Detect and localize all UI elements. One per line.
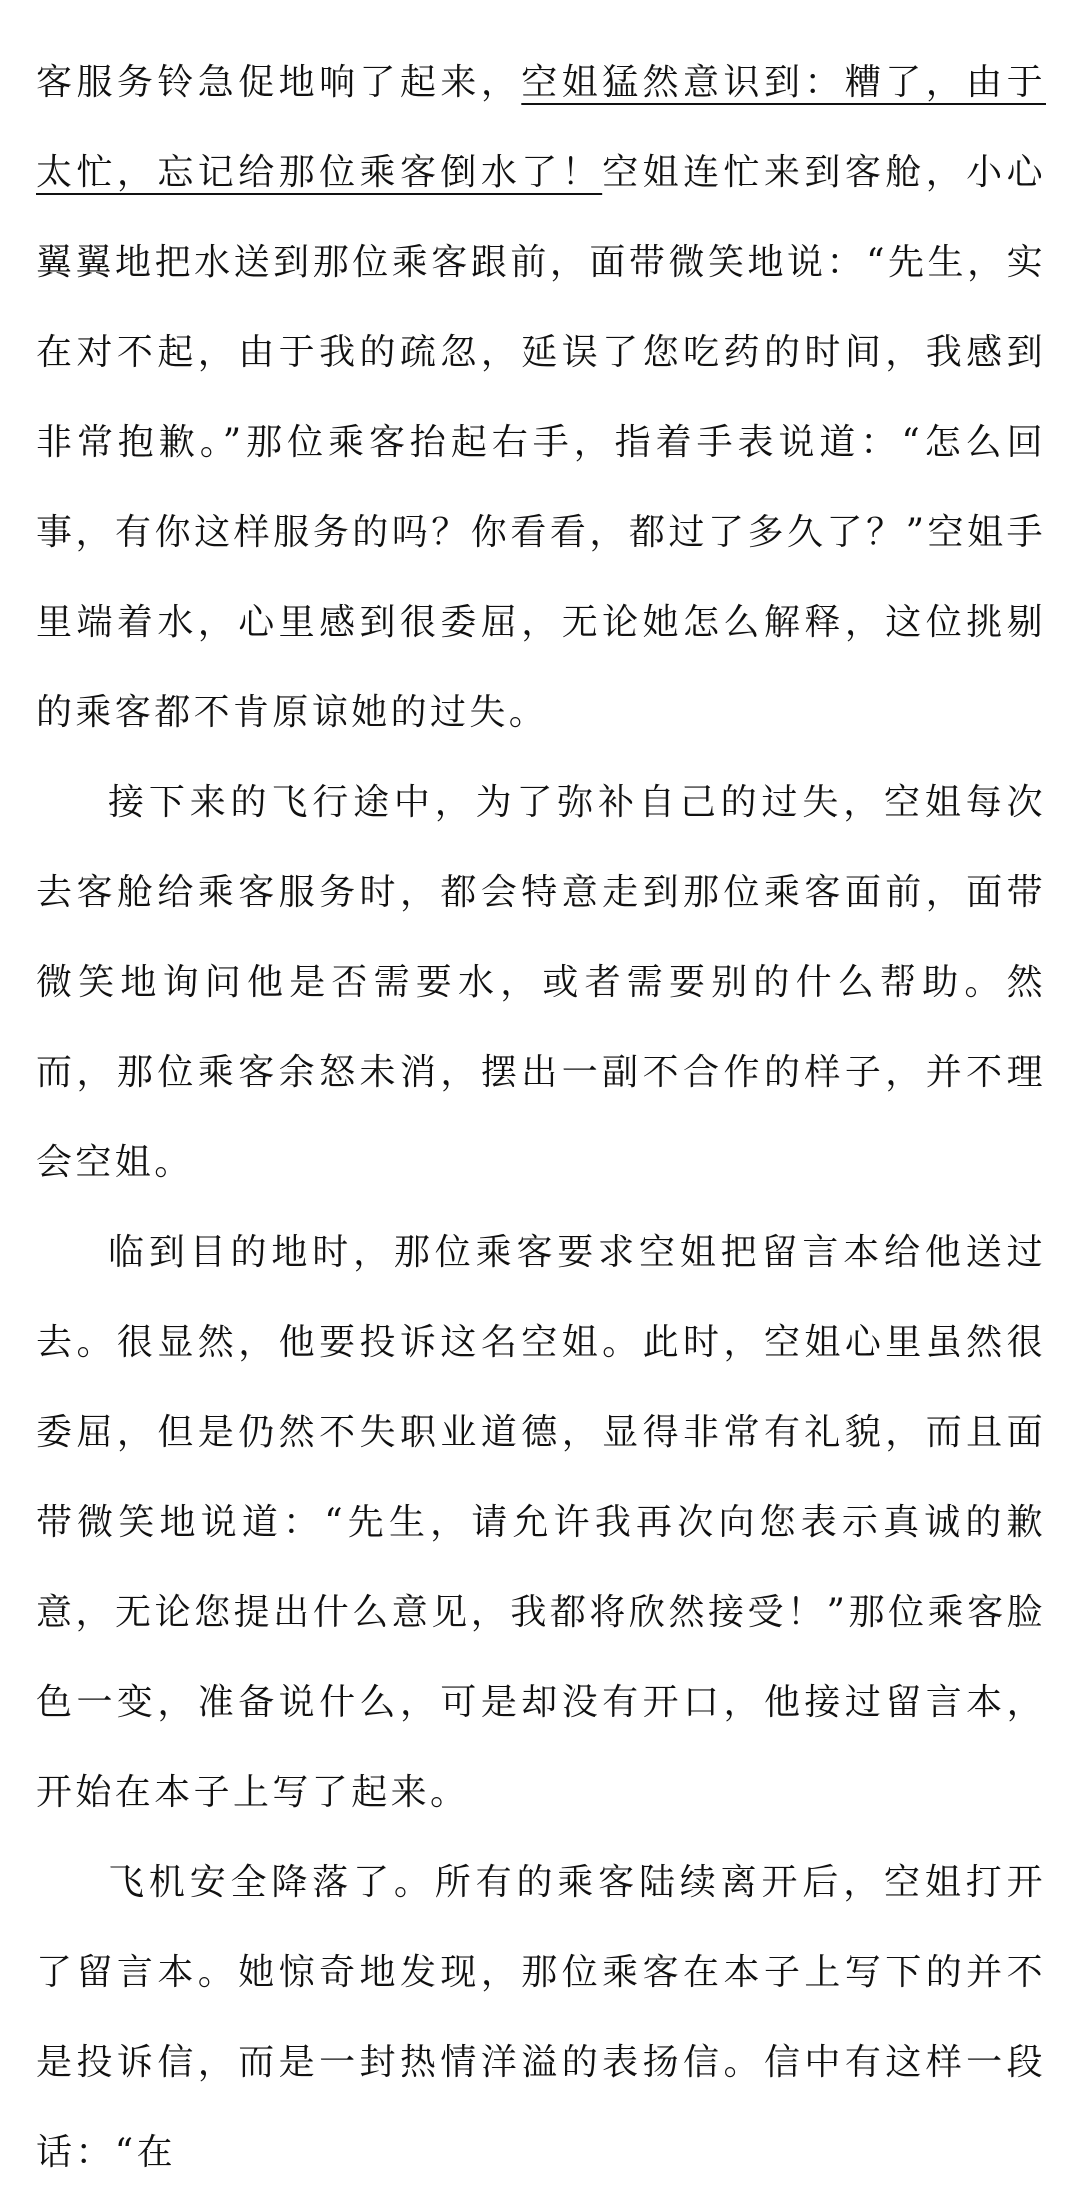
paragraph-1 [36,38,1046,758]
paragraph-2: 接下来的飞行途中，为了弥补自己的过失，空姐每次去客舱给乘客服务时，都会特意走到那位乘客面前，面带微笑地询问他是否需要水，或者需要别的什么帮助。然而，那位乘客余怒未消，摆出一副不合作的样子，并不理会空姐。 [36,782,1046,1183]
paragraph-1-after: 空姐连忙来到客舱，小心翼翼地把水送到那位乘客跟前，面带微笑地说：“先生，实在对不起，由于我的疏忽，延误了您吃药的时间，我感到非常抱歉。”那位乘客抬起右手，指着手表说道：“怎么回事，有你这样服务的吗？你看看，都过了多久了？”空姐手里端着水，心里感到很委屈，无论她怎么解释，这位挑剔的乘客都不肯原谅她的过失。 [36,152,1046,733]
paragraph-3: 临到目的地时，那位乘客要求空姐把留言本给他送过去。很显然，他要投诉这名空姐。此时，空姐心里虽然很委屈，但是仍然不失职业道德，显得非常有礼貌，而且面带微笑地说道：“先生，请允许我再次向您表示真诚的歉意，无论您提出什么意见，我都将欣然接受！”那位乘客脸色一变，准备说什么，可是却没有开口，他接过留言本，开始在本子上写了起来。 [36,1232,1046,1813]
paragraph-1-before: 客服务铃急促地响了起来， [36,62,522,103]
underlined-sentence: 空姐猛然意识到：糟了，由于太忙，忘记给那位乘客倒水了！ [36,62,1046,193]
document-page [36,38,1046,2198]
paragraph-4: 飞机安全降落了。所有的乘客陆续离开后，空姐打开了留言本。她惊奇地发现，那位乘客在本子上写下的并不是投诉信，而是一封热情洋溢的表扬信。信中有这样一段话：“在 [36,1862,1046,2173]
